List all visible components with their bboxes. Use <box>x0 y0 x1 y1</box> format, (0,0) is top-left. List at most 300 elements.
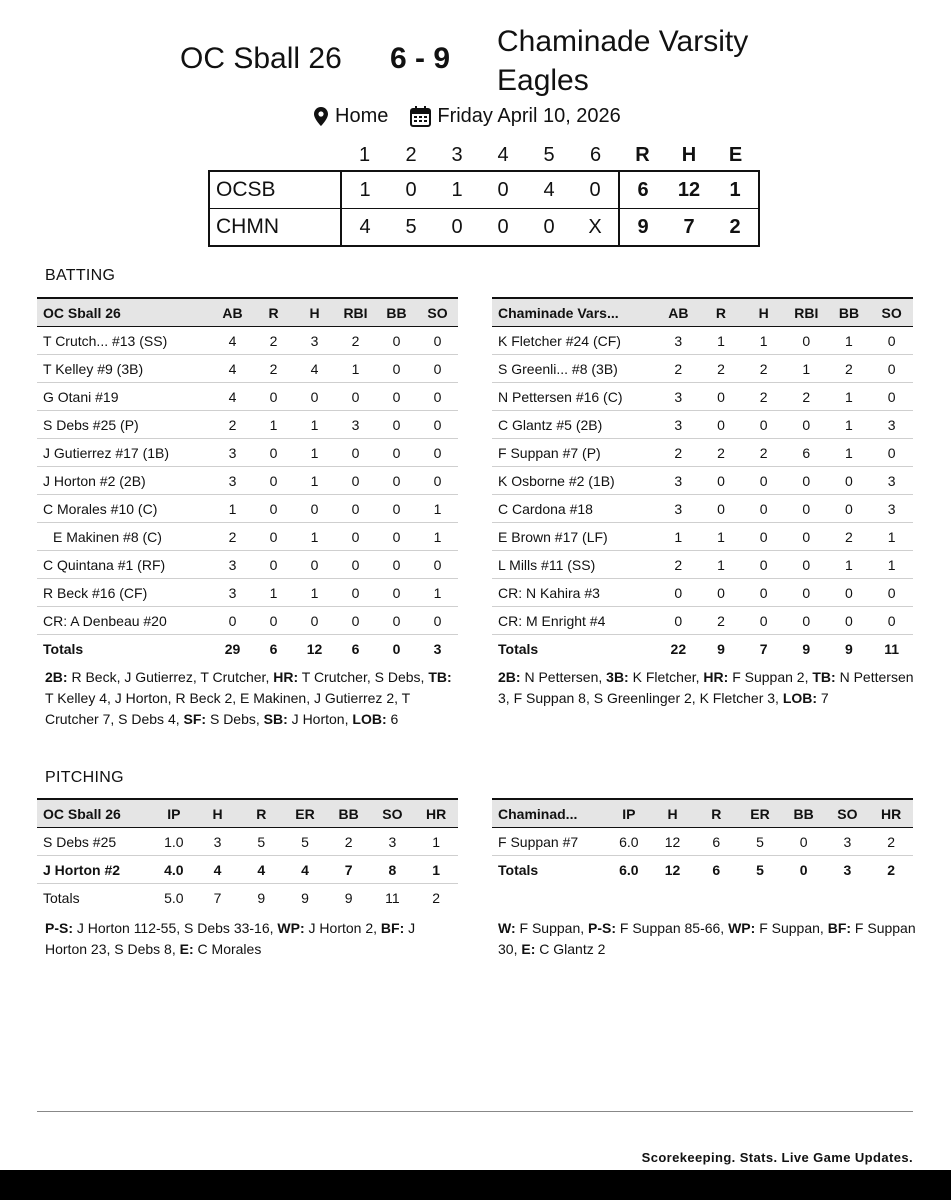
column-header: R <box>700 298 743 327</box>
note-text: T Kelley 4, J Horton, R Beck 2, E Makinen, J Gutierrez 2, T Crutcher 7, S Debs 4, <box>45 690 410 727</box>
stat-cell: 0 <box>870 383 913 411</box>
inning-runs: 4 <box>526 171 572 209</box>
stat-cell: 3 <box>212 579 253 607</box>
stat-cell: 2 <box>414 884 458 912</box>
note-label: P-S: <box>588 920 617 936</box>
player-row <box>492 411 913 439</box>
player-row <box>492 383 913 411</box>
stat-cell: 1 <box>253 411 294 439</box>
player-name: C Glantz #5 (2B) <box>492 411 657 439</box>
location <box>314 105 388 128</box>
stat-cell: 0 <box>742 607 785 635</box>
column-header: ER <box>738 799 782 828</box>
stat-cell: 2 <box>657 551 700 579</box>
inning-runs: 1 <box>434 171 480 209</box>
note-text: F Suppan, <box>515 920 589 936</box>
stat-cell: 1 <box>294 411 335 439</box>
inning-runs: 0 <box>526 209 572 247</box>
stat-cell: 4 <box>212 327 253 355</box>
total-cell: 0 <box>376 635 417 663</box>
stat-cell: 0 <box>376 467 417 495</box>
stat-cell: 2 <box>700 607 743 635</box>
stat-cell: 0 <box>253 383 294 411</box>
note-text: R Beck, J Gutierrez, T Crutcher, <box>67 669 274 685</box>
stat-cell: 1 <box>417 579 458 607</box>
stat-cell: 2 <box>253 327 294 355</box>
stat-cell: 0 <box>253 523 294 551</box>
note-label: W: <box>498 920 516 936</box>
stat-cell: 3 <box>294 327 335 355</box>
stat-cell: 1 <box>294 523 335 551</box>
stat-cell: 0 <box>253 495 294 523</box>
stat-cell: 0 <box>335 439 376 467</box>
stat-cell: 2 <box>212 523 253 551</box>
column-header: SO <box>371 799 415 828</box>
stat-cell: 0 <box>700 383 743 411</box>
player-row <box>492 551 913 579</box>
stat-cell: 3 <box>335 411 376 439</box>
total-cell: 29 <box>212 635 253 663</box>
stat-cell: 0 <box>785 579 828 607</box>
stat-cell: 1 <box>253 579 294 607</box>
note-text: N Pettersen, <box>520 669 607 685</box>
note-text: K Fletcher, <box>628 669 704 685</box>
batting-team-header: Chaminade Vars... <box>492 298 657 327</box>
stat-cell: 3 <box>657 495 700 523</box>
stat-cell: 2 <box>828 523 871 551</box>
stat-cell: 0 <box>417 383 458 411</box>
note-label: SF: <box>183 711 207 727</box>
note-text: F Suppan 85-66, <box>616 920 729 936</box>
stat-cell: 1 <box>294 467 335 495</box>
stat-cell: 4 <box>239 856 283 884</box>
note-label: LOB: <box>782 690 818 706</box>
player-row <box>492 579 913 607</box>
pitching-team-header: OC Sball 26 <box>37 799 152 828</box>
stat-cell: 3 <box>212 439 253 467</box>
stat-cell: 0 <box>742 551 785 579</box>
stat-cell: 0 <box>376 579 417 607</box>
note-label: LOB: <box>352 711 387 727</box>
stat-cell: 3 <box>826 828 870 856</box>
pitcher-row <box>37 856 458 884</box>
totals-label: Totals <box>492 635 657 663</box>
stat-cell: 2 <box>657 439 700 467</box>
inning-label: 3 <box>451 143 463 166</box>
inning-label: 5 <box>543 143 555 166</box>
stat-cell: 3 <box>212 467 253 495</box>
inning-runs: 0 <box>572 171 619 209</box>
stat-cell: 8 <box>371 856 415 884</box>
stat-cell: 6 <box>694 856 738 884</box>
inning-label: 4 <box>497 143 509 166</box>
player-row <box>37 607 458 635</box>
date-label: Friday April 10, 2026 <box>437 105 621 127</box>
note-label: 3B: <box>606 669 629 685</box>
stat-cell: 0 <box>376 383 417 411</box>
player-row <box>37 579 458 607</box>
note-label: 2B: <box>45 669 68 685</box>
note-text: J Horton 2, <box>304 920 381 936</box>
total-hits: 12 <box>666 171 712 209</box>
home-team-name: OC Sball 26 <box>180 42 342 75</box>
linescore-row <box>209 209 759 247</box>
inning-runs: 1 <box>341 171 388 209</box>
note-text: N Pettersen 3, F Suppan 8, S Greenlinger 2, K Fletcher 3, <box>498 669 914 706</box>
player-name: L Mills #11 (SS) <box>492 551 657 579</box>
inning-runs: 0 <box>480 209 526 247</box>
total-cell: 6 <box>335 635 376 663</box>
column-header: IP <box>152 799 196 828</box>
stat-cell: 0 <box>785 411 828 439</box>
total-errors: 1 <box>712 171 759 209</box>
stat-cell: 1 <box>700 523 743 551</box>
player-name: C Quintana #1 (RF) <box>37 551 212 579</box>
linescore <box>208 140 760 247</box>
column-header: RBI <box>335 298 376 327</box>
total-runs: 6 <box>619 171 666 209</box>
inning-runs: 0 <box>434 209 480 247</box>
column-header: IP <box>607 799 651 828</box>
stat-cell: 0 <box>376 411 417 439</box>
stat-cell: 1.0 <box>152 828 196 856</box>
stat-cell: 2 <box>327 828 371 856</box>
total-cell: 9 <box>700 635 743 663</box>
stat-cell: 0 <box>742 467 785 495</box>
player-name: K Fletcher #24 (CF) <box>492 327 657 355</box>
inning-label: 6 <box>589 143 602 166</box>
footer-divider <box>37 1111 913 1112</box>
player-row <box>492 495 913 523</box>
stat-cell: 0 <box>376 495 417 523</box>
stat-cell: 1 <box>414 828 458 856</box>
note-text: F Suppan, <box>755 920 828 936</box>
stat-cell: 0 <box>253 551 294 579</box>
final-score: 6 - 9 <box>390 42 451 75</box>
player-row <box>492 467 913 495</box>
stat-cell: 5 <box>239 828 283 856</box>
stat-cell: 4 <box>283 856 327 884</box>
stat-cell: 2 <box>869 856 913 884</box>
player-row <box>37 327 458 355</box>
runs-label: R <box>635 143 650 166</box>
linescore-team: OCSB <box>209 171 341 209</box>
stat-cell: 0 <box>785 607 828 635</box>
stat-cell: 0 <box>376 551 417 579</box>
home-batting-notes <box>45 667 455 730</box>
column-header: BB <box>782 799 826 828</box>
stat-cell: 3 <box>657 327 700 355</box>
note-text: F Suppan 30, <box>498 920 916 957</box>
stat-cell: 9 <box>283 884 327 912</box>
stat-cell: 12 <box>651 828 695 856</box>
player-row <box>492 523 913 551</box>
stat-cell: 0 <box>417 607 458 635</box>
stat-cell: 0 <box>828 579 871 607</box>
stat-cell: 0 <box>700 467 743 495</box>
stat-cell: 12 <box>651 856 695 884</box>
stat-cell: 0 <box>742 579 785 607</box>
batting-header-row <box>492 298 913 327</box>
column-header: HR <box>869 799 913 828</box>
column-header: HR <box>414 799 458 828</box>
stat-cell: 2 <box>828 355 871 383</box>
player-name: S Debs #25 (P) <box>37 411 212 439</box>
pitching-header-row <box>37 799 458 828</box>
stat-cell: 1 <box>742 327 785 355</box>
pitching-section-title: PITCHING <box>45 769 124 786</box>
column-header: SO <box>417 298 458 327</box>
away-pitching-table <box>492 798 913 883</box>
note-text: J Horton 23, S Debs 8, <box>45 920 416 957</box>
stat-cell: 1 <box>828 439 871 467</box>
stat-cell: 0 <box>335 551 376 579</box>
location-label: Home <box>335 105 389 127</box>
column-header: ER <box>283 799 327 828</box>
away-batting-notes <box>498 667 916 709</box>
stat-cell: 0 <box>376 607 417 635</box>
stat-cell: 2 <box>212 411 253 439</box>
player-name: N Pettersen #16 (C) <box>492 383 657 411</box>
note-text: C Morales <box>193 941 262 957</box>
total-cell: 9 <box>785 635 828 663</box>
note-text: J Horton 112-55, S Debs 33-16, <box>73 920 278 936</box>
note-label: TB: <box>428 669 452 685</box>
stat-cell: 3 <box>826 856 870 884</box>
stat-cell: 3 <box>870 411 913 439</box>
batting-team-header: OC Sball 26 <box>37 298 212 327</box>
stat-cell: 2 <box>253 355 294 383</box>
column-header: AB <box>212 298 253 327</box>
column-header: SO <box>870 298 913 327</box>
stat-cell: 0 <box>782 828 826 856</box>
stat-cell: 4 <box>294 355 335 383</box>
stat-cell: 2 <box>869 828 913 856</box>
player-row <box>37 495 458 523</box>
stat-cell: 4 <box>212 383 253 411</box>
home-pitching-notes <box>45 918 455 960</box>
note-text: C Glantz 2 <box>535 941 606 957</box>
stat-cell: 6 <box>694 828 738 856</box>
stat-cell: 0 <box>417 467 458 495</box>
pitcher-name: Totals <box>492 856 607 884</box>
stat-cell: 0 <box>294 607 335 635</box>
player-row <box>492 607 913 635</box>
column-header: R <box>694 799 738 828</box>
total-hits: 7 <box>666 209 712 247</box>
stat-cell: 0 <box>376 523 417 551</box>
stat-cell: 0 <box>294 551 335 579</box>
total-cell: 3 <box>417 635 458 663</box>
home-pitching-table <box>37 798 458 911</box>
stat-cell: 0 <box>253 439 294 467</box>
stat-cell: 5 <box>283 828 327 856</box>
stat-cell: 9 <box>327 884 371 912</box>
stat-cell: 1 <box>335 355 376 383</box>
stat-cell: 1 <box>417 523 458 551</box>
stat-cell: 0 <box>870 607 913 635</box>
stat-cell: 3 <box>657 411 700 439</box>
note-text: 6 <box>386 711 399 727</box>
stat-cell: 0 <box>742 411 785 439</box>
column-header: AB <box>657 298 700 327</box>
linescore-team: CHMN <box>209 209 341 247</box>
note-label: E: <box>179 941 194 957</box>
player-row <box>492 327 913 355</box>
stat-cell: 0 <box>294 383 335 411</box>
stat-cell: 1 <box>828 327 871 355</box>
player-row <box>492 439 913 467</box>
total-cell: 22 <box>657 635 700 663</box>
pitcher-name: S Debs #25 <box>37 828 152 856</box>
stat-cell: 5.0 <box>152 884 196 912</box>
column-header: BB <box>376 298 417 327</box>
inning-runs: 0 <box>480 171 526 209</box>
inning-label: 2 <box>405 143 417 166</box>
stat-cell: 3 <box>657 467 700 495</box>
stat-cell: 6.0 <box>607 828 651 856</box>
player-row <box>37 383 458 411</box>
stat-cell: 2 <box>335 327 376 355</box>
stat-cell: 0 <box>253 607 294 635</box>
stat-cell: 1 <box>212 495 253 523</box>
note-label: WP: <box>277 920 305 936</box>
player-name: CR: N Kahira #3 <box>492 579 657 607</box>
stat-cell: 0 <box>335 495 376 523</box>
total-cell: 6 <box>253 635 294 663</box>
stat-cell: 1 <box>294 579 335 607</box>
pitching-team-header: Chaminad... <box>492 799 607 828</box>
note-label: BF: <box>827 920 852 936</box>
player-row <box>37 551 458 579</box>
calendar-icon <box>410 106 431 127</box>
stat-cell: 0 <box>335 607 376 635</box>
errors-label: E <box>728 143 743 166</box>
pitcher-name: Totals <box>37 884 152 912</box>
stat-cell: 0 <box>785 467 828 495</box>
inning-runs: 0 <box>388 171 434 209</box>
column-header: RBI <box>785 298 828 327</box>
stat-cell: 1 <box>294 439 335 467</box>
note-text: S Debs, <box>206 711 264 727</box>
player-row <box>37 523 458 551</box>
stat-cell: 11 <box>371 884 415 912</box>
stat-cell: 3 <box>657 383 700 411</box>
stat-cell: 0 <box>212 607 253 635</box>
away-team-name: Chaminade Varsity Eagles <box>497 25 749 97</box>
pitcher-row <box>492 828 913 856</box>
pitching-header-row <box>492 799 913 828</box>
player-row <box>37 439 458 467</box>
home-batting-table <box>37 297 458 662</box>
player-name: T Kelley #9 (3B) <box>37 355 212 383</box>
note-label: P-S: <box>45 920 73 936</box>
game-meta <box>314 105 621 128</box>
stat-cell: 0 <box>335 579 376 607</box>
stat-cell: 0 <box>828 607 871 635</box>
totals-label: Totals <box>37 635 212 663</box>
player-name: E Makinen #8 (C) <box>37 523 212 551</box>
stat-cell: 1 <box>785 355 828 383</box>
player-name: C Morales #10 (C) <box>37 495 212 523</box>
column-header: BB <box>327 799 371 828</box>
stat-cell: 2 <box>742 383 785 411</box>
stat-cell: 0 <box>376 439 417 467</box>
stat-cell: 1 <box>700 551 743 579</box>
player-name: CR: A Denbeau #20 <box>37 607 212 635</box>
stat-cell: 3 <box>212 551 253 579</box>
player-row <box>492 355 913 383</box>
stat-cell: 0 <box>782 856 826 884</box>
stat-cell: 0 <box>417 551 458 579</box>
player-name: E Brown #17 (LF) <box>492 523 657 551</box>
column-header: R <box>239 799 283 828</box>
linescore-header <box>209 140 759 171</box>
inning-runs: 4 <box>341 209 388 247</box>
stat-cell: 3 <box>870 495 913 523</box>
totals-row <box>492 856 913 884</box>
stat-cell: 6.0 <box>607 856 651 884</box>
stat-cell: 3 <box>196 828 240 856</box>
total-cell: 12 <box>294 635 335 663</box>
stat-cell: 0 <box>417 355 458 383</box>
player-name: G Otani #19 <box>37 383 212 411</box>
stat-cell: 0 <box>870 439 913 467</box>
pitcher-name: F Suppan #7 <box>492 828 607 856</box>
stat-cell: 5 <box>738 856 782 884</box>
stat-cell: 0 <box>742 495 785 523</box>
batting-section-title: BATTING <box>45 267 116 284</box>
stat-cell: 0 <box>657 607 700 635</box>
stat-cell: 4 <box>196 856 240 884</box>
stat-cell: 0 <box>870 355 913 383</box>
total-runs: 9 <box>619 209 666 247</box>
player-name: T Crutch... #13 (SS) <box>37 327 212 355</box>
stat-cell: 4 <box>212 355 253 383</box>
stat-cell: 0 <box>785 327 828 355</box>
column-header: R <box>253 298 294 327</box>
stat-cell: 0 <box>700 495 743 523</box>
note-text: J Horton, <box>287 711 353 727</box>
note-text: 7 <box>817 690 829 706</box>
stat-cell: 0 <box>335 467 376 495</box>
stat-cell: 0 <box>417 439 458 467</box>
stat-cell: 0 <box>335 383 376 411</box>
linescore-row <box>209 171 759 209</box>
stat-cell: 1 <box>657 523 700 551</box>
stat-cell: 3 <box>870 467 913 495</box>
note-label: WP: <box>728 920 756 936</box>
player-row <box>37 411 458 439</box>
stat-cell: 9 <box>239 884 283 912</box>
stat-cell: 2 <box>742 355 785 383</box>
stat-cell: 1 <box>828 551 871 579</box>
column-header: BB <box>828 298 871 327</box>
stat-cell: 0 <box>417 411 458 439</box>
stat-cell: 1 <box>828 411 871 439</box>
stat-cell: 0 <box>376 355 417 383</box>
note-label: HR: <box>273 669 299 685</box>
stat-cell: 0 <box>870 327 913 355</box>
away-pitching-notes <box>498 918 916 960</box>
player-name: S Greenli... #8 (3B) <box>492 355 657 383</box>
player-name: CR: M Enright #4 <box>492 607 657 635</box>
stat-cell: 0 <box>294 495 335 523</box>
stat-cell: 2 <box>785 383 828 411</box>
stat-cell: 7 <box>327 856 371 884</box>
stat-cell: 1 <box>870 523 913 551</box>
stat-cell: 2 <box>700 439 743 467</box>
